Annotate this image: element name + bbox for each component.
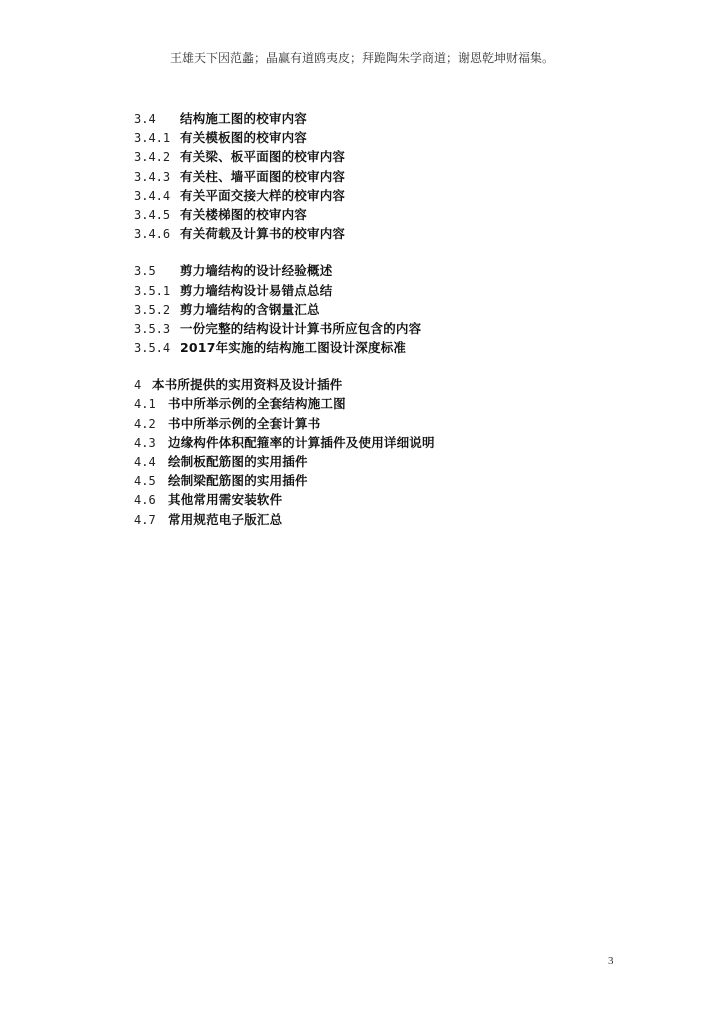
toc-section-4 — [134, 375, 654, 529]
toc-entry-number: 3.4.2 — [134, 150, 171, 165]
toc-entry-number: 4.3 — [134, 435, 156, 450]
toc-entry[interactable] — [134, 319, 654, 338]
toc-entry-title: 一份完整的结构设计计算书所应包含的内容 — [180, 320, 422, 336]
toc-entry-number: 3.5 — [134, 264, 156, 279]
toc-entry-title: 有关梁、板平面图的校审内容 — [180, 149, 346, 165]
toc-section-3-4 — [134, 109, 654, 243]
page-header: 王雄天下因范蠡；晶赢有道鸥夷皮；拜跪陶朱学商道；谢恩乾坤财福集。 — [169, 51, 554, 65]
toc-entry-title: 常用规范电子版汇总 — [168, 511, 283, 527]
toc-entry[interactable] — [134, 167, 654, 186]
toc-entry-number: 4.7 — [134, 512, 156, 527]
toc-entry-number: 3.5.1 — [134, 283, 171, 298]
toc-entry-title: 边缘构件体积配箍率的计算插件及使用详细说明 — [168, 434, 435, 450]
toc-entry[interactable] — [134, 433, 654, 452]
toc-entry-number: 4.6 — [134, 493, 156, 508]
toc-entry-number: 3.4.6 — [134, 227, 171, 242]
toc-entry-number: 4.1 — [134, 397, 156, 412]
toc-entry[interactable] — [134, 205, 654, 224]
toc-entry-number: 3.4.5 — [134, 207, 171, 222]
toc-entry-number: 3.4.3 — [134, 169, 171, 184]
toc-entry-title: 其他常用需安装软件 — [168, 492, 283, 508]
toc-entry[interactable] — [134, 128, 654, 147]
table-of-contents — [134, 109, 654, 547]
toc-entry-title: 有关荷载及计算书的校审内容 — [180, 226, 346, 242]
toc-entry-title: 2017年实施的结构施工图设计深度标准 — [180, 340, 407, 356]
toc-entry-title: 剪力墙结构的含钢量汇总 — [180, 301, 320, 317]
toc-entry-title: 结构施工图的校审内容 — [180, 111, 308, 126]
toc-entry-title: 书中所举示例的全套结构施工图 — [168, 396, 346, 412]
toc-entry[interactable] — [134, 510, 654, 529]
toc-entry-title: 有关模板图的校审内容 — [180, 130, 308, 146]
toc-entry-title: 本书所提供的实用资料及设计插件 — [152, 377, 343, 393]
toc-entry-number: 3.5.4 — [134, 341, 171, 356]
toc-entry-title: 有关柱、墙平面图的校审内容 — [180, 168, 346, 184]
page-number: 3 — [608, 955, 614, 967]
toc-entry-title: 剪力墙结构设计易错点总结 — [180, 282, 333, 298]
toc-entry[interactable] — [134, 109, 654, 128]
toc-entry[interactable] — [134, 394, 654, 413]
toc-entry[interactable] — [134, 471, 654, 490]
toc-entry-title: 绘制板配筋图的实用插件 — [168, 454, 308, 469]
toc-entry[interactable] — [134, 281, 654, 300]
toc-entry-number: 4.5 — [134, 474, 156, 489]
toc-entry[interactable] — [134, 147, 654, 166]
toc-entry-number: 3.5.2 — [134, 302, 171, 317]
toc-entry[interactable] — [134, 338, 654, 357]
toc-entry[interactable] — [134, 414, 654, 433]
toc-section-3-5 — [134, 261, 654, 357]
toc-entry-number: 3.4.1 — [134, 131, 171, 146]
toc-entry-number: 3.5.3 — [134, 321, 171, 336]
toc-entry-number: 4.2 — [134, 416, 156, 431]
toc-entry-number: 4 — [134, 378, 142, 393]
toc-entry[interactable] — [134, 490, 654, 509]
toc-entry[interactable] — [134, 452, 654, 471]
toc-entry[interactable] — [134, 300, 654, 319]
toc-entry-number: 3.4.4 — [134, 188, 171, 203]
toc-entry-number: 3.4 — [134, 112, 156, 126]
toc-entry[interactable] — [134, 186, 654, 205]
toc-entry-title: 绘制梁配筋图的实用插件 — [168, 473, 308, 489]
toc-entry[interactable] — [134, 224, 654, 243]
toc-entry-title: 剪力墙结构的设计经验概述 — [180, 263, 333, 279]
toc-entry[interactable] — [134, 375, 654, 394]
toc-entry-title: 有关平面交接大样的校审内容 — [180, 187, 346, 203]
toc-entry-title: 有关楼梯图的校审内容 — [180, 206, 308, 222]
toc-entry[interactable] — [134, 261, 654, 280]
toc-entry-number: 4.4 — [134, 455, 156, 469]
toc-entry-title: 书中所举示例的全套计算书 — [168, 415, 321, 431]
